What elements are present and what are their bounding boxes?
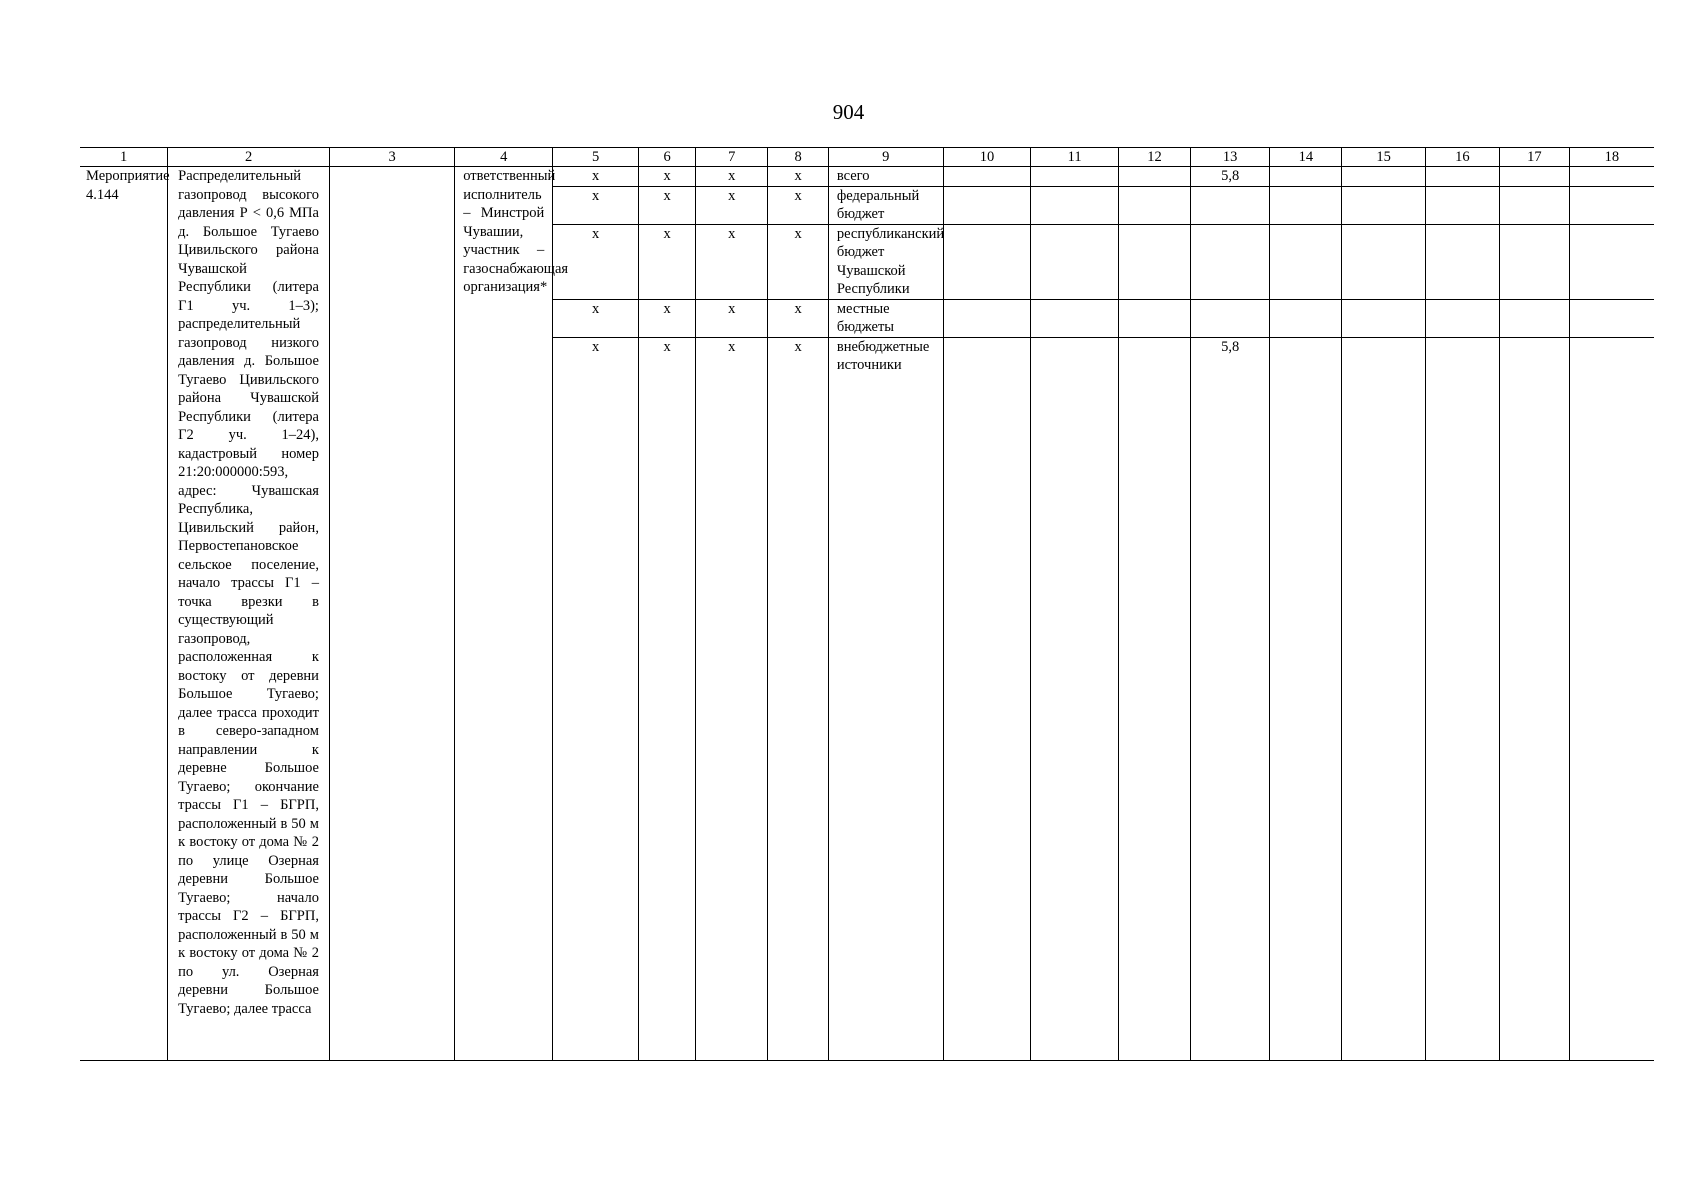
code-cell: х (638, 337, 695, 1060)
header-cell: 1 (80, 148, 168, 167)
value-cell (943, 299, 1031, 337)
value-cell (1342, 337, 1426, 1060)
header-cell: 6 (638, 148, 695, 167)
value-cell (1119, 299, 1191, 337)
value-cell (1191, 224, 1270, 299)
header-cell: 12 (1119, 148, 1191, 167)
value-cell (1270, 337, 1342, 1060)
value-cell (1342, 299, 1426, 337)
value-cell (1031, 299, 1119, 337)
code-cell: х (553, 224, 639, 299)
code-cell: х (553, 186, 639, 224)
code-cell: х (768, 337, 829, 1060)
code-cell: х (768, 299, 829, 337)
value-cell (1031, 186, 1119, 224)
header-cell: 9 (828, 148, 943, 167)
header-cell: 11 (1031, 148, 1119, 167)
value-cell (1569, 224, 1654, 299)
value-cell: 5,8 (1191, 337, 1270, 1060)
code-cell: х (638, 186, 695, 224)
code-cell: х (553, 299, 639, 337)
value-cell (1270, 299, 1342, 337)
page-number: 904 (832, 100, 865, 124)
funding-source: федеральный бюджет (828, 186, 943, 224)
value-cell (1499, 224, 1569, 299)
value-cell (1119, 224, 1191, 299)
header-cell: 15 (1342, 148, 1426, 167)
budget-table (80, 147, 1654, 1061)
code-cell: х (696, 167, 768, 187)
code-cell: х (768, 167, 829, 187)
event-description: Распределительный газопровод высокого давления Р < 0,6 МПа д. Большое Тугаево Цивильского района Чувашской Республики (литера Г1 уч. 1–3); распределительный газопровод низкого давления д. Большое Тугаево Цивильского района Чувашской Республики (литера Г2 уч. 1–24), кадастровый номер 21:20:000000:593, адрес: Чувашская Республика, Цивильский район, Первостепановское сельское поселение, начало трассы Г1 – точка врезки в существующий газопровод, расположенная к востоку от деревни Большое Тугаево; далее трасса проходит в северо-западном направлении к деревне Большое Тугаево; окончание трассы Г1 – БГРП, расположенный в 50 м к востоку от дома № 2 по улице Озерная деревни Большое Тугаево; начало трассы Г2 – БГРП, расположенный в 50 м к востоку от дома № 2 по ул. Озерная деревни Большое Тугаево; далее трасса (168, 167, 330, 1061)
header-cell: 16 (1425, 148, 1499, 167)
value-cell (1270, 167, 1342, 187)
value-cell (1499, 167, 1569, 187)
funding-source: внебюджетные источники (828, 337, 943, 1060)
header-cell: 8 (768, 148, 829, 167)
header-cell: 2 (168, 148, 330, 167)
value-cell (1569, 337, 1654, 1060)
value-cell (1499, 337, 1569, 1060)
header-cell: 7 (696, 148, 768, 167)
value-cell (943, 224, 1031, 299)
value-cell (1031, 337, 1119, 1060)
value-cell: 5,8 (1191, 167, 1270, 187)
value-cell (1425, 167, 1499, 187)
value-cell (1569, 186, 1654, 224)
value-cell (1425, 299, 1499, 337)
value-cell (1499, 299, 1569, 337)
funding-source: республиканский бюджет Чувашской Республики (828, 224, 943, 299)
code-cell: х (638, 299, 695, 337)
header-cell: 10 (943, 148, 1031, 167)
value-cell (943, 167, 1031, 187)
code-cell: х (696, 186, 768, 224)
header-cell: 4 (455, 148, 553, 167)
value-cell (1569, 167, 1654, 187)
header-cell: 3 (329, 148, 454, 167)
value-cell (1031, 224, 1119, 299)
code-cell: х (696, 224, 768, 299)
event-executor: ответственный исполнитель – Минстрой Чувашии, участник – газоснабжающая организация* (455, 167, 553, 1061)
code-cell: х (638, 167, 695, 187)
header-cell: 18 (1569, 148, 1654, 167)
code-cell: х (696, 299, 768, 337)
value-cell (1425, 186, 1499, 224)
value-cell (943, 337, 1031, 1060)
value-cell (943, 186, 1031, 224)
table-row (80, 167, 1654, 187)
value-cell (1499, 186, 1569, 224)
value-cell (1569, 299, 1654, 337)
value-cell (1270, 186, 1342, 224)
header-cell: 13 (1191, 148, 1270, 167)
header-cell: 5 (553, 148, 639, 167)
value-cell (1031, 167, 1119, 187)
value-cell (1342, 186, 1426, 224)
code-cell: х (768, 186, 829, 224)
value-cell (1270, 224, 1342, 299)
header-cell: 17 (1499, 148, 1569, 167)
header-cell: 14 (1270, 148, 1342, 167)
value-cell (1425, 337, 1499, 1060)
value-cell (1119, 337, 1191, 1060)
value-cell (1342, 224, 1426, 299)
value-cell (1191, 186, 1270, 224)
value-cell (1191, 299, 1270, 337)
code-cell: х (638, 224, 695, 299)
value-cell (1119, 167, 1191, 187)
event-label: Мероприятие 4.144 (80, 167, 168, 1061)
header-row (80, 148, 1654, 167)
code-cell: х (553, 167, 639, 187)
funding-source: местные бюджеты (828, 299, 943, 337)
event-col3 (329, 167, 454, 1061)
value-cell (1119, 186, 1191, 224)
code-cell: х (553, 337, 639, 1060)
value-cell (1342, 167, 1426, 187)
value-cell (1425, 224, 1499, 299)
code-cell: х (768, 224, 829, 299)
code-cell: х (696, 337, 768, 1060)
funding-source: всего (828, 167, 943, 187)
